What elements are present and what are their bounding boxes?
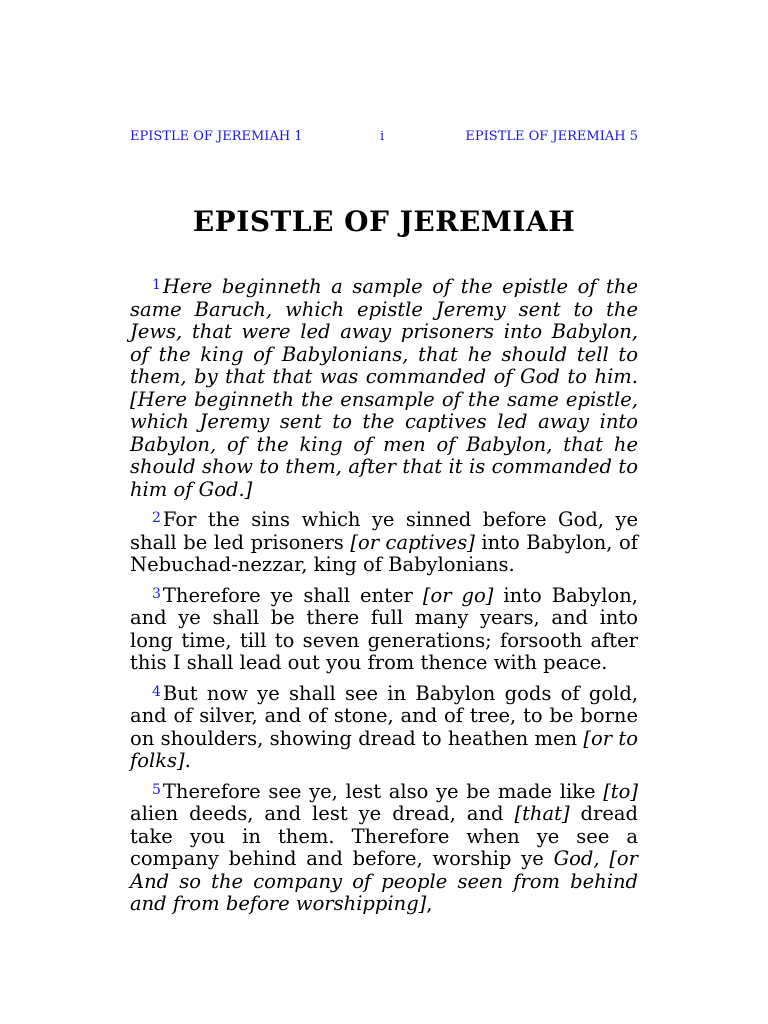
verse-text: Here beginneth a sample of the epistle of the same Baruch, which epistle Jeremy sent to the Jews, that were led away prisoners into Babylon, of the king of Babylonians, that he should tell to them, by that that was commanded of God to him. [Here beginneth the ensample of the same epistle, which Jeremy sent to the captives led away into Babylon, of the king of men of Babylon, that he should show to them, after that it is commanded to him of God.] (130, 275, 638, 501)
verse-gloss: [or captives] (350, 530, 475, 554)
running-header (130, 129, 638, 147)
verse-text: into Babylon, of Nebuchad-nezzar, king of Babylonians. (130, 530, 638, 576)
verse-gloss: [or to folks] (130, 726, 639, 772)
verse-gloss: [to] (603, 779, 638, 803)
verse-number[interactable]: 2 (152, 510, 161, 526)
verse-text: But now ye shall see in Babylon gods of gold, and of silver, and of stone, and of tree, to be borne on shoulders, showing dread to heathen men (130, 681, 638, 750)
verse-number[interactable]: 3 (152, 585, 161, 602)
header-left-reference: EPISTLE OF JEREMIAH 1 (130, 129, 303, 144)
verse-text: alien deeds, and lest ye dread, and (130, 802, 515, 825)
verse-text: For the sins which ye sinned before God, ye shall be led prisoners (130, 508, 638, 554)
header-right-reference: EPISTLE OF JEREMIAH 5 (465, 129, 638, 144)
verse-gloss: [that] (514, 802, 570, 825)
verse-1 (130, 274, 638, 501)
verse-text: dread take you in them. Therefore when ye see a company behind and before, worship ye (130, 802, 638, 870)
verse-4 (130, 681, 638, 773)
verse-gloss: God, [or And so the company of people seen from behind and from before worshipping] (130, 847, 638, 915)
page-number: i (380, 129, 385, 144)
verse-text: . (184, 749, 191, 772)
book-title: EPISTLE OF JEREMIAH (192, 205, 576, 238)
verse-2 (130, 507, 638, 577)
verse-number[interactable]: 5 (152, 781, 161, 798)
verse-list (130, 274, 638, 922)
verse-text: Therefore see ye, lest also ye be made like (162, 779, 604, 803)
verse-5 (130, 779, 638, 916)
verse-gloss: [or go] (422, 583, 494, 607)
verse-3 (130, 583, 638, 675)
verse-text: Therefore ye shall enter (162, 583, 423, 607)
verse-number[interactable]: 1 (152, 277, 161, 293)
verse-number[interactable]: 4 (152, 683, 161, 700)
verse-text: into Babylon, and ye shall be there full many years, and into long time, till to seven generations; forsooth after this I shall lead out you from thence with peace. (130, 583, 638, 674)
verse-text: , (426, 892, 433, 915)
